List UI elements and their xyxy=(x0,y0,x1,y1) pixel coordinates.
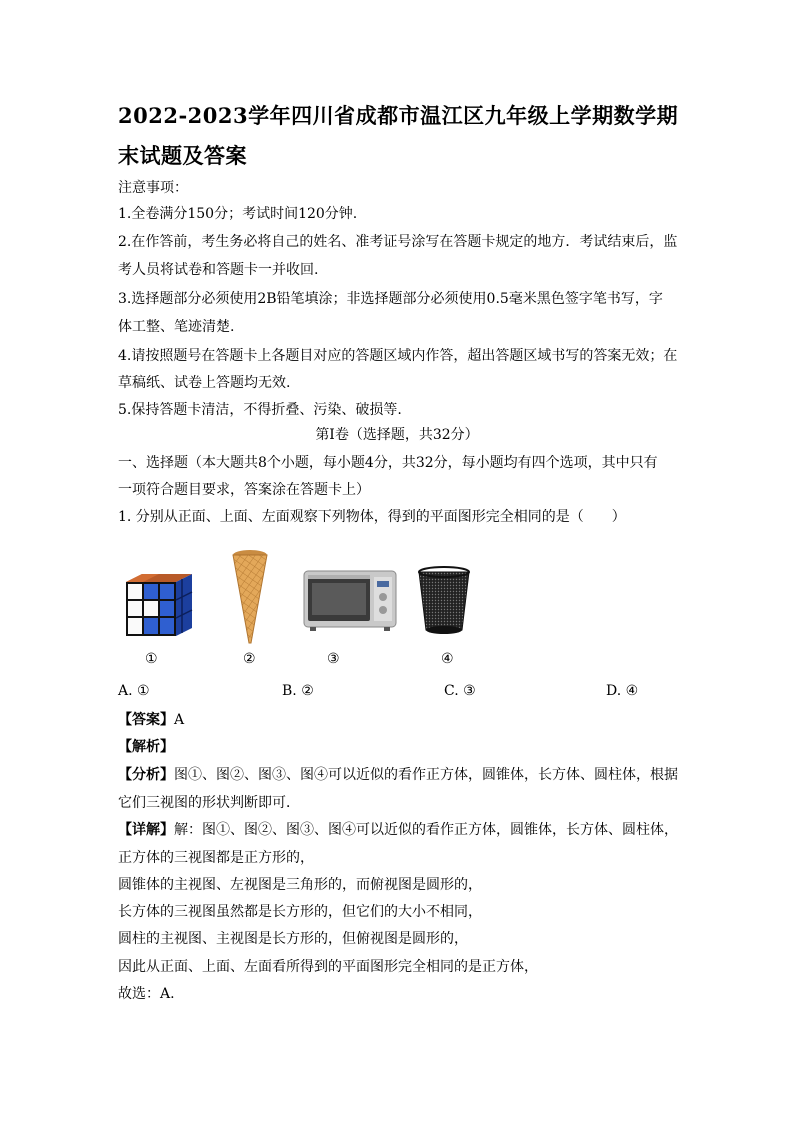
section-desc: 一项符合题目要求，答案涂在答题卡上） xyxy=(118,482,370,498)
section-desc: 一、选择题（本大题共8个小题，每小题4分，共32分，每小题均有四个选项，其中只有 xyxy=(118,455,658,471)
detail-text: 正方体的三视图都是正方形的， xyxy=(118,850,314,866)
detail-text: 因此从正面、上面、左面看所得到的平面图形完全相同的是正方体， xyxy=(118,959,538,975)
answer-label: 【答案】 xyxy=(118,712,174,728)
ice-cream-cone-icon xyxy=(230,549,270,645)
figure-caption: ④ xyxy=(441,651,454,667)
analysis-tag: 【分析】 xyxy=(118,767,174,783)
option-d: D. ④ xyxy=(606,683,639,699)
option-b: B. ② xyxy=(282,683,314,699)
detail-text: 圆锥体的主视图、左视图是三角形的，而俯视图是圆形的， xyxy=(118,877,482,893)
rubiks-cube-icon xyxy=(122,572,194,638)
option-c: C. ③ xyxy=(444,683,476,699)
notice-item: 3.选择题部分必须使用2B铅笔填涂；非选择题部分必须使用0.5毫米黑色签字笔书写，字 xyxy=(118,291,663,307)
notice-item: 2.在作答前，考生务必将自己的姓名、准考证号涂写在答题卡规定的地方．考试结束后，监 xyxy=(118,234,678,250)
analysis-text: 它们三视图的形状判断即可． xyxy=(118,795,300,811)
notice-item: 4.请按照题号在答题卡上各题目对应的答题区域内作答，超出答题区域书写的答案无效；在 xyxy=(118,348,678,364)
question-text: 1. 分别从正面、上面、左面观察下列物体，得到的平面图形完全相同的是（ ） xyxy=(118,509,626,525)
detail-tag: 【详解】 xyxy=(118,822,174,838)
answer-value: A xyxy=(174,712,185,728)
notice-heading: 注意事项： xyxy=(118,180,188,196)
section-title: 第Ⅰ卷（选择题，共32分） xyxy=(315,427,479,443)
detail-text: 圆柱的主视图、主视图是长方形的，但俯视图是圆形的， xyxy=(118,931,468,947)
detail-text: 解：图①、图②、图③、图④可以近似的看作正方体，圆锥体，长方体、圆柱体， xyxy=(174,822,678,838)
analysis-line xyxy=(118,765,678,785)
mesh-wastebasket-icon xyxy=(416,566,472,636)
option-a: A. ① xyxy=(118,683,150,699)
figure-caption: ① xyxy=(145,651,158,667)
figure-caption: ③ xyxy=(327,651,340,667)
detail-line xyxy=(118,820,678,840)
notice-item: 草稿纸、试卷上答题均无效. xyxy=(118,375,291,391)
notice-item: 体工整、笔迹清楚. xyxy=(118,319,235,335)
detail-text: 故选：A. xyxy=(118,986,175,1002)
notice-item: 考人员将试卷和答题卡一并收回. xyxy=(118,262,319,278)
analysis-text: 图①、图②、图③、图④可以近似的看作正方体，圆锥体，长方体、圆柱体，根据 xyxy=(174,767,678,783)
detail-text: 长方体的三视图虽然都是长方形的，但它们的大小不相同， xyxy=(118,904,482,920)
notice-item: 1.全卷满分150分；考试时间120分钟. xyxy=(118,206,358,222)
answer-line xyxy=(118,710,184,730)
toaster-oven-icon xyxy=(302,567,398,633)
notice-item: 5.保持答题卡清洁，不得折叠、污染、破损等. xyxy=(118,402,402,418)
figure-caption: ② xyxy=(243,651,256,667)
document-title: 2022-2023学年四川省成都市温江区九年级上学期数学期末试题及答案 xyxy=(118,103,679,168)
analysis-label: 【解析】 xyxy=(118,739,174,755)
